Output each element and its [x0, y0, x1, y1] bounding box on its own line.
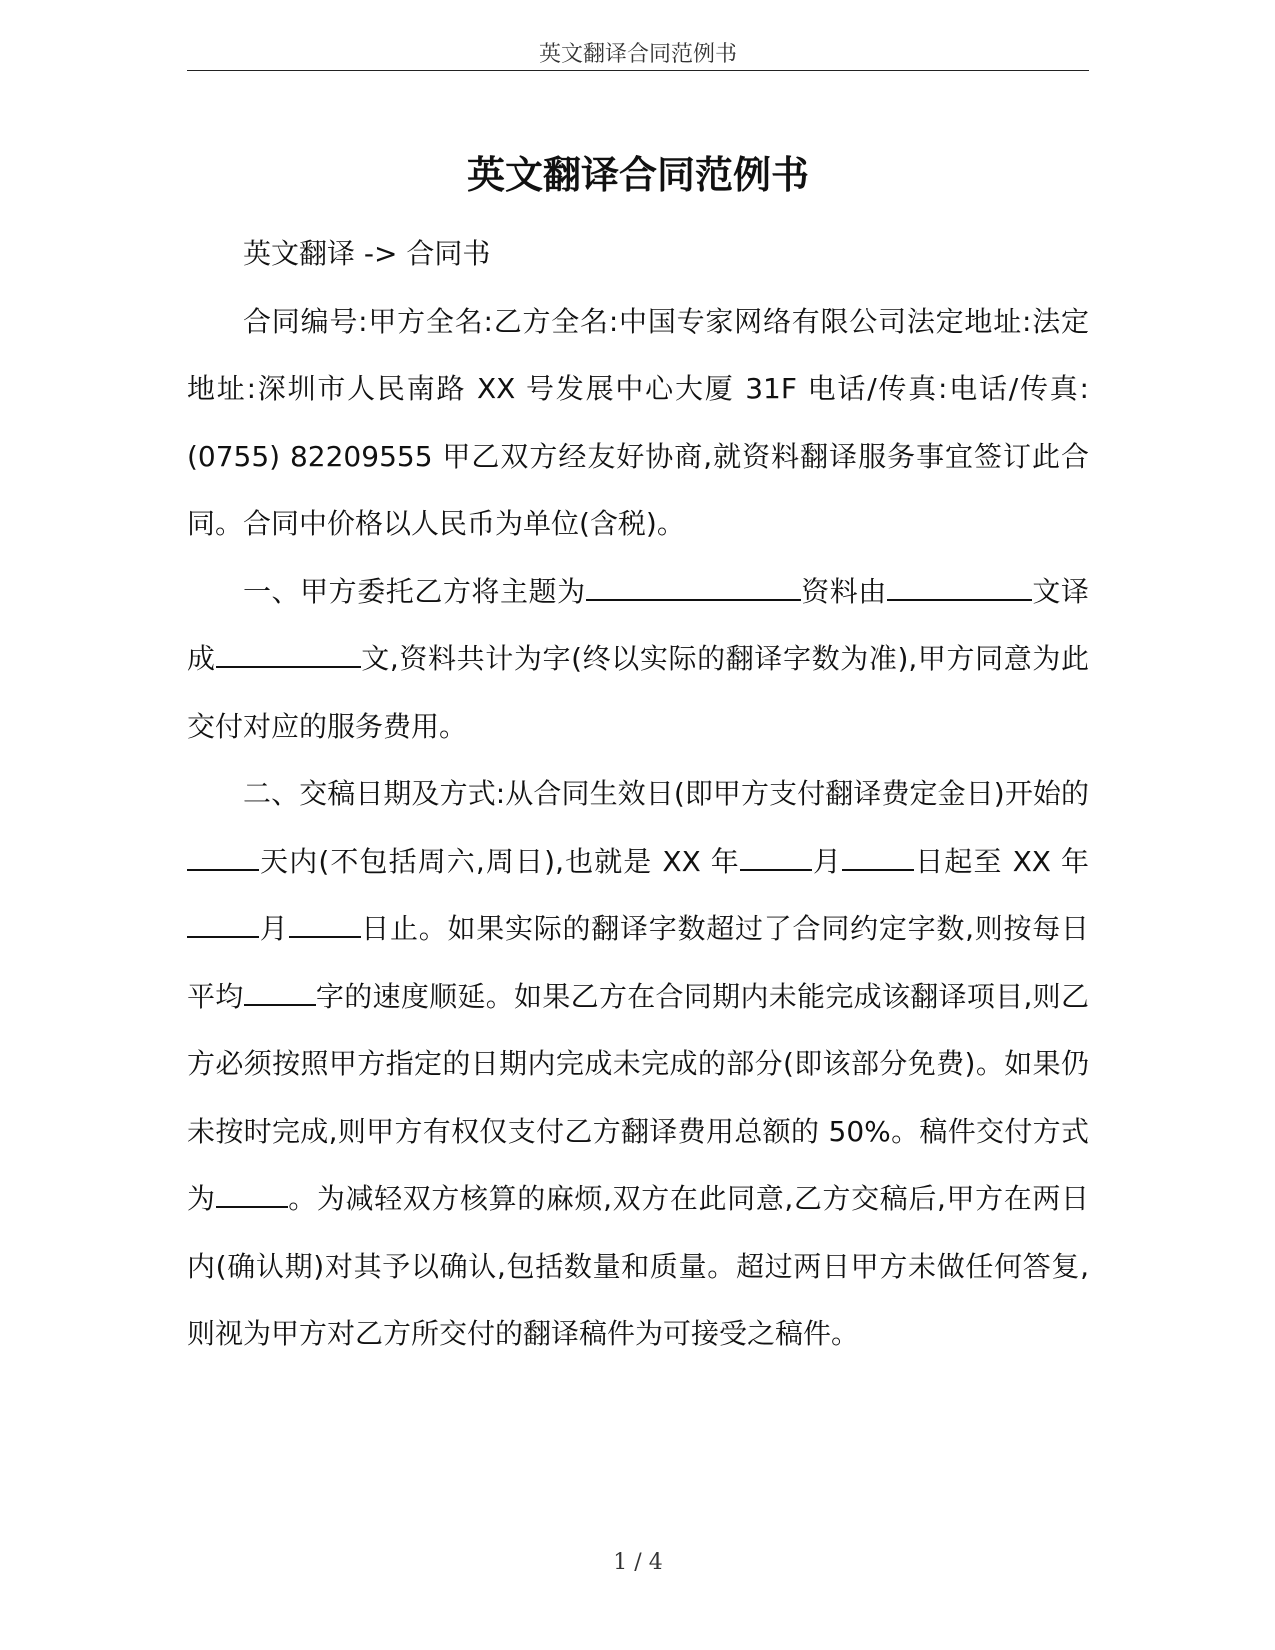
document-body [187, 220, 1089, 1368]
running-header: 英文翻译合同范例书 [538, 42, 737, 67]
clause-1-text-a: 一、甲方委托乙方将主题为 [243, 574, 586, 608]
delivery-method-blank [216, 1180, 288, 1208]
clause-1-text-c: 文译成 [187, 574, 1089, 675]
clause-2-text-a: 二、交稿日期及方式:从合同生效日(即甲方支付翻译费定金日)开始的 [243, 777, 1089, 810]
intro-paragraph: 合同编号:甲方全名:乙方全名:中国专家网络有限公司法定地址:法定地址:深圳市人民南路 XX 号发展中心大厦 31F 电话/传真:电话/传真:(0755) 82209555 甲乙双方经友好协商,就资料翻译服务事宜签订此合同。合同中价格以人民币为单位(含税)。 [187, 304, 1089, 540]
daily-words-blank [244, 978, 316, 1006]
breadcrumb: 英文翻译 -> 合同书 [243, 237, 491, 270]
start-day-blank [842, 843, 914, 871]
clause-2-text-e: 月 [259, 912, 289, 945]
end-day-blank [289, 910, 361, 938]
clause-1-text-b: 资料由 [800, 574, 887, 608]
clause-2-text-d: 日起至 XX 年 [914, 844, 1089, 878]
clause-2-text-h: 。为减轻双方核算的麻烦,双方在此同意,乙方交稿后,甲方在两日内(确认期)对其予以确认,包括数量和质量。超过两日甲方未做任何答复,则视为甲方对乙方所交付的翻译稿件为可接受之稿件。 [187, 1182, 1089, 1350]
clause-2-text-b: 天内(不包括周六,周日),也就是 XX 年 [259, 844, 740, 878]
subject-blank [586, 573, 801, 601]
clause-1-text-d: 文,资料共计为字(终以实际的翻译字数为准),甲方同意为此交付对应的服务费用。 [187, 642, 1089, 743]
days-blank [187, 843, 259, 871]
clause-2-paragraph [187, 760, 1089, 1368]
page-number: 1 / 4 [613, 1550, 663, 1575]
clause-2-text-g: 字的速度顺延。如果乙方在合同期内未能完成该翻译项目,则乙方必须按照甲方指定的日期内完成未完成的部分(即该部分免费)。如果仍未按时完成,则甲方有权仅支付乙方翻译费用总额的 50%。稿件交付方式为 [187, 979, 1089, 1215]
start-month-blank [740, 843, 812, 871]
header-divider [187, 70, 1089, 71]
end-month-blank [187, 910, 259, 938]
clause-2-text-f: 日止。如果实际的翻译字数超过了合同约定字数,则按每日平均 [187, 912, 1089, 1013]
source-language-blank [887, 573, 1032, 601]
clause-1-paragraph [187, 558, 1089, 761]
clause-2-text-c: 月 [811, 844, 843, 878]
document-title: 英文翻译合同范例书 [466, 153, 809, 197]
target-language-blank [216, 640, 361, 668]
